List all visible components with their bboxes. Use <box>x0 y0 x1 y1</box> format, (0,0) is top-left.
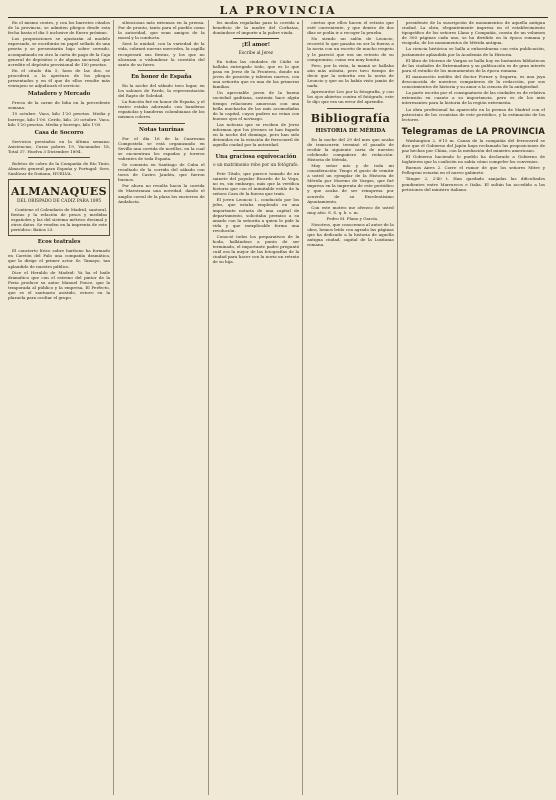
equivocacion-subtitle: o un matrimonio robo por un fotógrafo. <box>213 163 299 169</box>
heading-telegramas: Telegramas de LA PROVINCIA <box>401 125 546 136</box>
paragraph: El manuscrito inédito del doctor Forner y Segarra, es una joya desconocida de nuestros compañeros de la redacción, por sus conocimientos de historia y su amor a la ciencia de la antigüedad. <box>401 73 546 90</box>
heading-almanaques: ALMANAQUES <box>11 185 108 199</box>
paragraph: En la noche del sábado tuvo lugar, en los salones de Pardo, la representación del Rapto de Soledad. <box>118 82 205 99</box>
paragraph: La ciencia histórica se halla a enhorabuena con esta publicación, justamente aplaudida por la Academia de la Historia. <box>401 46 546 57</box>
paragraph: En la noche del 29 del mes que acaba de transcurrir, terminó el pasado de recibir la siguiente carta de nuestro celebrado compañero de redacción: Historia de Mérida. <box>307 136 394 162</box>
column-3 <box>213 20 304 795</box>
paragraph: El Gobierno haciendo lo pueblo ha declarado a Gobierno de Inglaterra que la coalición no sabía cómo compeler los convenios. <box>401 154 546 165</box>
divider <box>327 108 374 109</box>
columns <box>8 20 548 795</box>
paragraph: La función fué en honor de España, y el teatro estaba adornado con banderas españolas y banderas colombianas de los mismos colores. <box>118 99 205 120</box>
heading-notas-taurinas: Notas taurinas <box>139 126 184 133</box>
divider <box>233 38 280 39</box>
paragraph: El concierto lírico sobre barítono ha formado en Carrión del Palo una compañía dramática, que la dirige el primer actor Sr. Tamayo, tan aplaudido de nuestro público. <box>8 248 111 269</box>
paragraph: les modas regaladas para la corrida a beneficio de la madre del Corbatas, donándose el importe a la pobre viuda. <box>212 20 300 36</box>
almanaque-subtitle: DEL OBISPADO DE CADIZ PARA 1895 <box>16 199 102 205</box>
heading-bibliografia: Bibliografía <box>310 111 391 125</box>
paragraph: ciertos que ellos hacen el retrato que esté conveniente, y que dentro de dos días se podía ir a recoger la prueba. <box>307 20 394 36</box>
column-5 <box>402 20 548 795</box>
paragraph: Precio de la carne de lidia en la precedente semana. <box>8 100 111 111</box>
column-4 <box>307 20 398 795</box>
paragraph: Conoció todos los preparativos de la boda, hallándose a punto de ser terminado, el importante padre preguntó cuál era la mejor de las fotografías de la ciudad para hacer con la novia un retrato de su hija. <box>212 234 300 265</box>
heading-historia-merida: HISTORIA DE MÉRIDA <box>315 127 386 134</box>
paragraph: En el mismo centro, y con los barrotes citados de la provincia, se admiten pliegos desde esta fecha hasta el dia 5 inclusive de Enero próximo. <box>8 20 111 36</box>
heading-en-honor-espana: En honor de España <box>131 73 192 80</box>
paragraph: Boletos de cobro de la Compañía de Río Tinto. Almacén general para España y Portugal: Sres. Sanlúcar de Doñana, HUELVA. <box>8 160 111 177</box>
paragraph: Servicios prestados en la última semana: Asistencias, Curas pobres 19, Vacunados 18, Total 37. Huelva 3 Diciembre 1894. <box>8 138 111 154</box>
paragraph: presidente de la suscripción de monumentos de aquella antigua ciudad. La obra, elegantemente impresa en el establecimiento tipográfico de los señores Llano y Compañía, consta de un volumen de 300 páginas cada uno, se ha dividido en la época romana y visigoda, de los monumentos de Mérida antigua. <box>401 20 546 46</box>
paragraph: Se comenta en Santiago de Cuba el resultado de la corrida del sábado con toros de Castro Jaudón, que fueron buenos. <box>118 161 205 183</box>
paragraph: Apresuróse Leo por la fotografía, y con los ojos abiertos contra el fotógrafo, este le dijo que era un error del aprendiz. <box>307 89 394 105</box>
paragraph: Por el día 16 de la Cuaresma Compostela se está organizando en Sevilla una corrida de novillos, en la cual se encuentran los espadas y toreros valientes de toda España. <box>118 135 205 161</box>
paragraph: Con este motivo me ofrezco de usted muy atto. S. S. q. b. s. m. <box>307 204 394 215</box>
heading-matadero: Matadero y Mercado <box>27 91 91 98</box>
paragraph: Tánger 2, 2'40 t. Han quedado zanjadas las dificultades pendientes entre Marruecos e Italia. El sultán ha accedido a las peticiones del ministro italiano. <box>401 176 546 192</box>
divider <box>138 123 185 124</box>
signature: Pedro M. Plano y García. <box>326 215 379 221</box>
paragraph: Será la unidad, con la variedad de la vida, cobrará nuevas mercedes, la capilla recuperará sus fiestas, y los que no alcanzan a vislumbrar la cuestión del santo de su fuero. <box>118 41 205 67</box>
paragraph: La obra profesional ha aparecido en la prensa de Madrid con el patrocinio de los cronistas de este periódico, y la estimación de los lectores. <box>401 106 546 122</box>
paragraph: Las noticias que se reciben de Jerez informan que los jóvenes se han fugado en la noche del domingo, pero han sido detenidos en la estación de ferrocarril de aquella ciudad por la autoridad. <box>212 121 300 148</box>
heading-graciosa-equivocacion: Una graciosa equivocación <box>215 154 297 161</box>
heading-ecos-teatrales: Ecos teatrales <box>37 239 81 246</box>
heading-el-amor: ¡El amor! <box>241 42 271 49</box>
paragraph: Muy señor mío y de toda mi consideración: Tengo el gusto de remitir a usted un ejemplar de la Historia de Mérida por Moreno de Vargas, que fué impresa en la imprenta de este periódico y que acaba de ser reimpresa por acuerdo de su Excelentísimo Ayuntamiento. <box>307 162 394 204</box>
paragraph: Nosotros, que conocemos al autor de la obra, hemos leído con agrado las páginas que ha dedicado a la historia de aquella antigua ciudad, capital de la Lusitania romana. <box>307 222 394 248</box>
paragraph: 15 octubre. Vaca, kilo 1'20 pesetas. Media y borrego, kilo 1'00. Cerdo, kilo. 20 octubre. Vaca, kilo 1'20 pesetas. Media y borrego, kilo 1'00. <box>8 111 111 127</box>
heading-casa-socorro: Casa de Socorro <box>34 129 84 136</box>
divider <box>233 150 280 151</box>
paragraph: En todas las ciudades de Cádiz se hallaba entregado todo, que es lo que pasa en Jerez de la Frontera, donde un joven de posición y talentos nuevos, con una señorita que es una de las primeras familias. <box>212 58 300 90</box>
paragraph: Los proposiciones se ajustarán al modelo expresado, se escribirán en papel sellado de una peseta y se presentarán bajo sobre cerrado, acompañando en otro la carta de pago de la Caja general de depósitos o de alguna sucursal, que acredite el depósito provisional de 150 pesetas. <box>8 36 111 67</box>
paragraph: El libro de Moreno de Vargas se halla hoy en bastantes bibliotecas de las ciudades de Extremadura y su publicación es de gran interés para el estudio de los monumentos de la época romana. <box>401 57 546 73</box>
paragraph: Dice el Heraldo de Madrid: Ya ha el baile dramático que con el estreno del pintor de la Feria produce su autor Manuel Ponce, que la temporada al público y la empresa, El Perfecto, que es el santuario asistido, estuvo en la plazuela para ocultar el grupo. <box>8 269 111 301</box>
divider <box>138 70 185 71</box>
paragraph: Buenos Aires 2. Corre el rumor de que los señores Mitre y Pellegrini estarán en el nuevo gabinete. <box>401 165 546 176</box>
paragraph: Contiene el Calendario de Madrid, santoral, fiestas y la relación de pesos y medidas españoles y las del sistema métrico decimal y otros datos. Se venden en la imprenta de este periódico: Baños 23. <box>11 206 108 233</box>
masthead-title: LA PROVINCIA <box>8 4 548 18</box>
paragraph: Un apreciable joven de la buena sociedad gaditana, sostenía hace algún tiempo relaciones amorosas con una bella muchacha de las más acomodadas de la capital, cuyos padres no veían con buenos ojos el noviazgo. <box>212 90 300 121</box>
paragraph: No siendo un salón de Leoncio, recorrió lo que pasaba en ser la fuerza a la novia con un escrito de mucho respeto y le pareció que era un retrato de su compromiso, como era muy bonita. <box>307 36 394 62</box>
column-2 <box>118 20 209 795</box>
almanaque-advertisement <box>8 179 110 236</box>
divider <box>28 157 90 158</box>
paragraph: Por ahora no resulta hacia la corrida de Maestranza una novedad, dando el amplio corral de la plaza los encierros de Andalucía. <box>118 183 205 204</box>
paragraph: En el citado día 5, hora de las dos, se procederá a la apertura de los pliegos presentados y en él que de ellos resulte más ventajoso se adjudicará el servicio. <box>8 67 111 89</box>
amor-subtitle: Escribe al Jerez <box>238 51 274 57</box>
paragraph: Pero, por la vista, la mamá se hallaba aún más atónita, pero tuvo tiempo de decir que la señorita era la novia de Leoncio y que no la había visto jamás de nada. <box>307 62 394 89</box>
paragraph: La parte escrita por el consignatario de las ciudades es de relativa extensión en cuanto a su importancia, pero es de los más interesantes para la historia de la región extremeña. <box>401 90 546 106</box>
paragraph: Pete Titulo, que parece tomado de un sainete del popular Ricardo de la Vega, no es, sin embargo, más que la verídica historia que con el inimitable estilo de la señora Cara de la fuerza que traía. <box>212 170 300 197</box>
column-1 <box>8 20 114 795</box>
paragraph: Washington 2, 8'15 m. Causa de la compañía del ferrocarril se dice que el Gobierno del Japón haya reclamado las proposiciones de paz hechas por China, con la mediación del ministro americano. <box>401 137 546 153</box>
paragraph: El joven Leoncio I., conducido por los jefes, que estaba empleado en una importante notaría de una capital de departamento, solicitaba permiso a su amado con la señorita a quien le pide la vida y que inexplicable forma una revolución. <box>212 197 300 233</box>
paragraph: silenciosas más extensas en la prensa. Por de pronto, tanto para el pueblo como la autoridad, que sean amigos de la moral y la conducta. <box>118 20 205 41</box>
